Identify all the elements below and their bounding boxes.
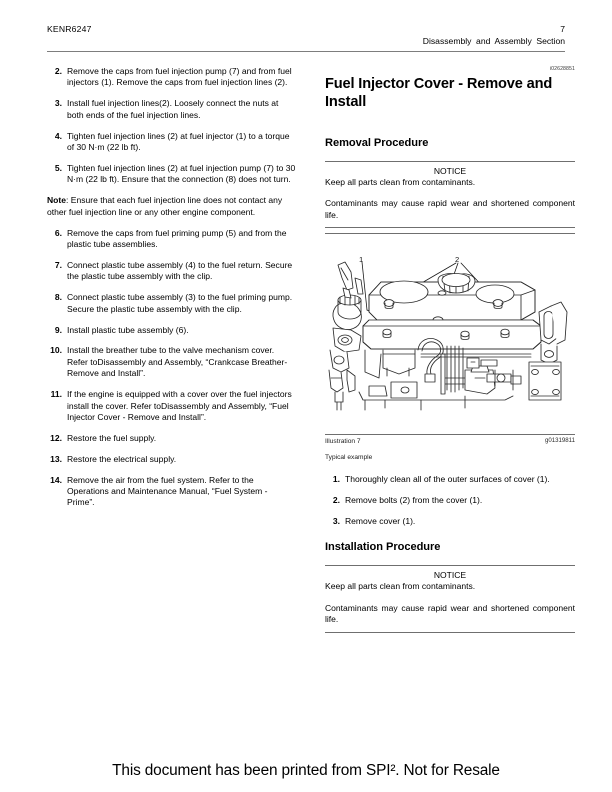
figure-divider [325,434,575,435]
notice-line: Keep all parts clean from contaminants. [325,177,476,187]
step-number: 2 . [47,66,62,77]
step-number: 14 . [47,475,62,486]
step-number: 3 . [47,98,62,109]
notice-title: NOTICE [433,570,467,581]
step-number: 10 . [47,345,62,356]
step-number: 5 . [47,163,62,174]
step-text: Remove the caps from fuel priming pump (5) and from the plastic tube assemblies. [67,227,287,249]
figure-subcaption: Typical example [325,454,373,462]
step-number: 8 . [47,292,62,303]
step-text: Install fuel injection lines(2). Loosely connect the nuts at both ends of the fuel injection lines. [67,98,279,120]
page-footer: This document has been printed from SPI². Not for Resale [112,762,500,779]
svg-text:2: 2 [455,255,460,265]
step-item [47,292,297,315]
notice-bottom-rule [325,632,575,633]
step-item [47,389,297,423]
step-number: 12 . [47,433,62,444]
manual-code: KENR6247 [47,24,92,34]
step-item [325,495,575,506]
notice-line: Keep all parts clean from contaminants. [325,581,476,592]
header-divider [47,51,565,52]
right-column [325,66,575,649]
left-column [47,66,297,518]
section-title: Disassembly and Assembly Section [422,36,565,46]
step-text: Remove bolts (2) from the cover (1). [345,495,483,506]
page-number: 7 [560,24,565,34]
notice-block-installation [325,565,575,632]
step-number: 1 . [325,474,340,485]
step-text: Install the breather tube to the valve mechanism cover. Refer toDisassembly and Assembly, “Crankcase Breather- Remove and Install”. [67,345,288,379]
page-title: Fuel Injector Cover - Remove and Install [325,76,553,110]
step-text: Install plastic tube assembly (6). [67,324,189,335]
note-label: Note [47,195,66,206]
step-item [47,325,297,336]
step-number: 3 . [325,516,340,527]
note-text: : Ensure that each fuel injection line does not contact any other fuel injection line or any other engine component. [47,195,283,217]
notice-bottom-rule [325,227,575,228]
step-item [47,475,297,509]
illustration-label: Illustration 7 [325,438,361,446]
step-number: 9 . [47,325,62,336]
figure-caption [325,438,575,448]
step-number: 4 . [47,131,62,142]
note-paragraph [47,195,297,218]
notice-top-rule [325,565,575,566]
step-number: 6 . [47,228,62,239]
step-text: Tighten fuel injection lines (2) at fuel injector (1) to a torque of 30 N·m (22 lb ft). [67,130,290,153]
page-header [47,24,565,58]
step-text: Remove the caps from fuel injection pump (7) and from fuel injectors (1). Remove the caps from fuel injection lines (2). [67,66,292,88]
step-item [47,260,297,283]
step-item [47,66,297,89]
graphic-number: g01319811 [544,437,575,445]
step-number: 2 . [325,495,340,506]
left-step-list-after-note [47,228,297,509]
step-number: 13 . [47,454,62,465]
step-text: Restore the electrical supply. [67,453,177,464]
notice-body: Contaminants may cause rapid wear and shortened component life. [325,602,575,625]
removal-step-list [325,474,575,527]
step-text: Remove cover (1). [345,516,416,527]
step-item [47,131,297,154]
notice-bottom-rule-second [325,233,575,234]
step-text: Restore the fuel supply. [67,432,157,443]
step-number: 7 . [47,260,62,271]
step-text: Remove the air from the fuel system. Refer to the Operations and Maintenance Manual, “Fuel System - Prime”. [67,474,268,508]
step-item [47,228,297,251]
step-text: Connect plastic tube assembly (4) to the fuel return. Secure the plastic tube assembly with the clip. [67,259,293,282]
step-number: 11 . [47,389,62,400]
step-text: Thoroughly clean all of the outer surfaces of cover (1). [345,474,550,485]
step-item [325,474,575,485]
notice-block-removal [325,161,575,234]
notice-title: NOTICE [433,166,467,176]
removal-procedure-heading: Removal Procedure [325,137,429,149]
svg-text:1: 1 [359,255,364,265]
step-item [47,98,297,121]
engine-line-drawing [325,250,575,432]
installation-procedure-heading: Installation Procedure [325,541,441,554]
step-item [47,163,297,186]
notice-top-rule [325,161,575,162]
notice-body: Contaminants may cause rapid wear and shortened component life. [325,198,575,220]
step-text: Connect plastic tube assembly (3) to the fuel priming pump. Secure the plastic tube assembly with the clip. [67,292,293,314]
step-text: If the engine is equipped with a cover over the fuel injectors install the cover. Refer toDisassembly and Assembly, “Fuel Injector Cover - Remove and Install”. [67,389,292,422]
left-step-list-before-note [47,66,297,186]
step-item [47,454,297,465]
document-reference-id: i02628851 [549,66,575,72]
illustration-figure [325,250,575,461]
step-item [47,345,297,379]
step-item [325,516,575,527]
step-text: Tighten fuel injection lines (2) at fuel injection pump (7) to 30 N·m (22 lb ft). Ensure that the connection (8) does not turn. [67,162,296,185]
step-item [47,433,297,444]
